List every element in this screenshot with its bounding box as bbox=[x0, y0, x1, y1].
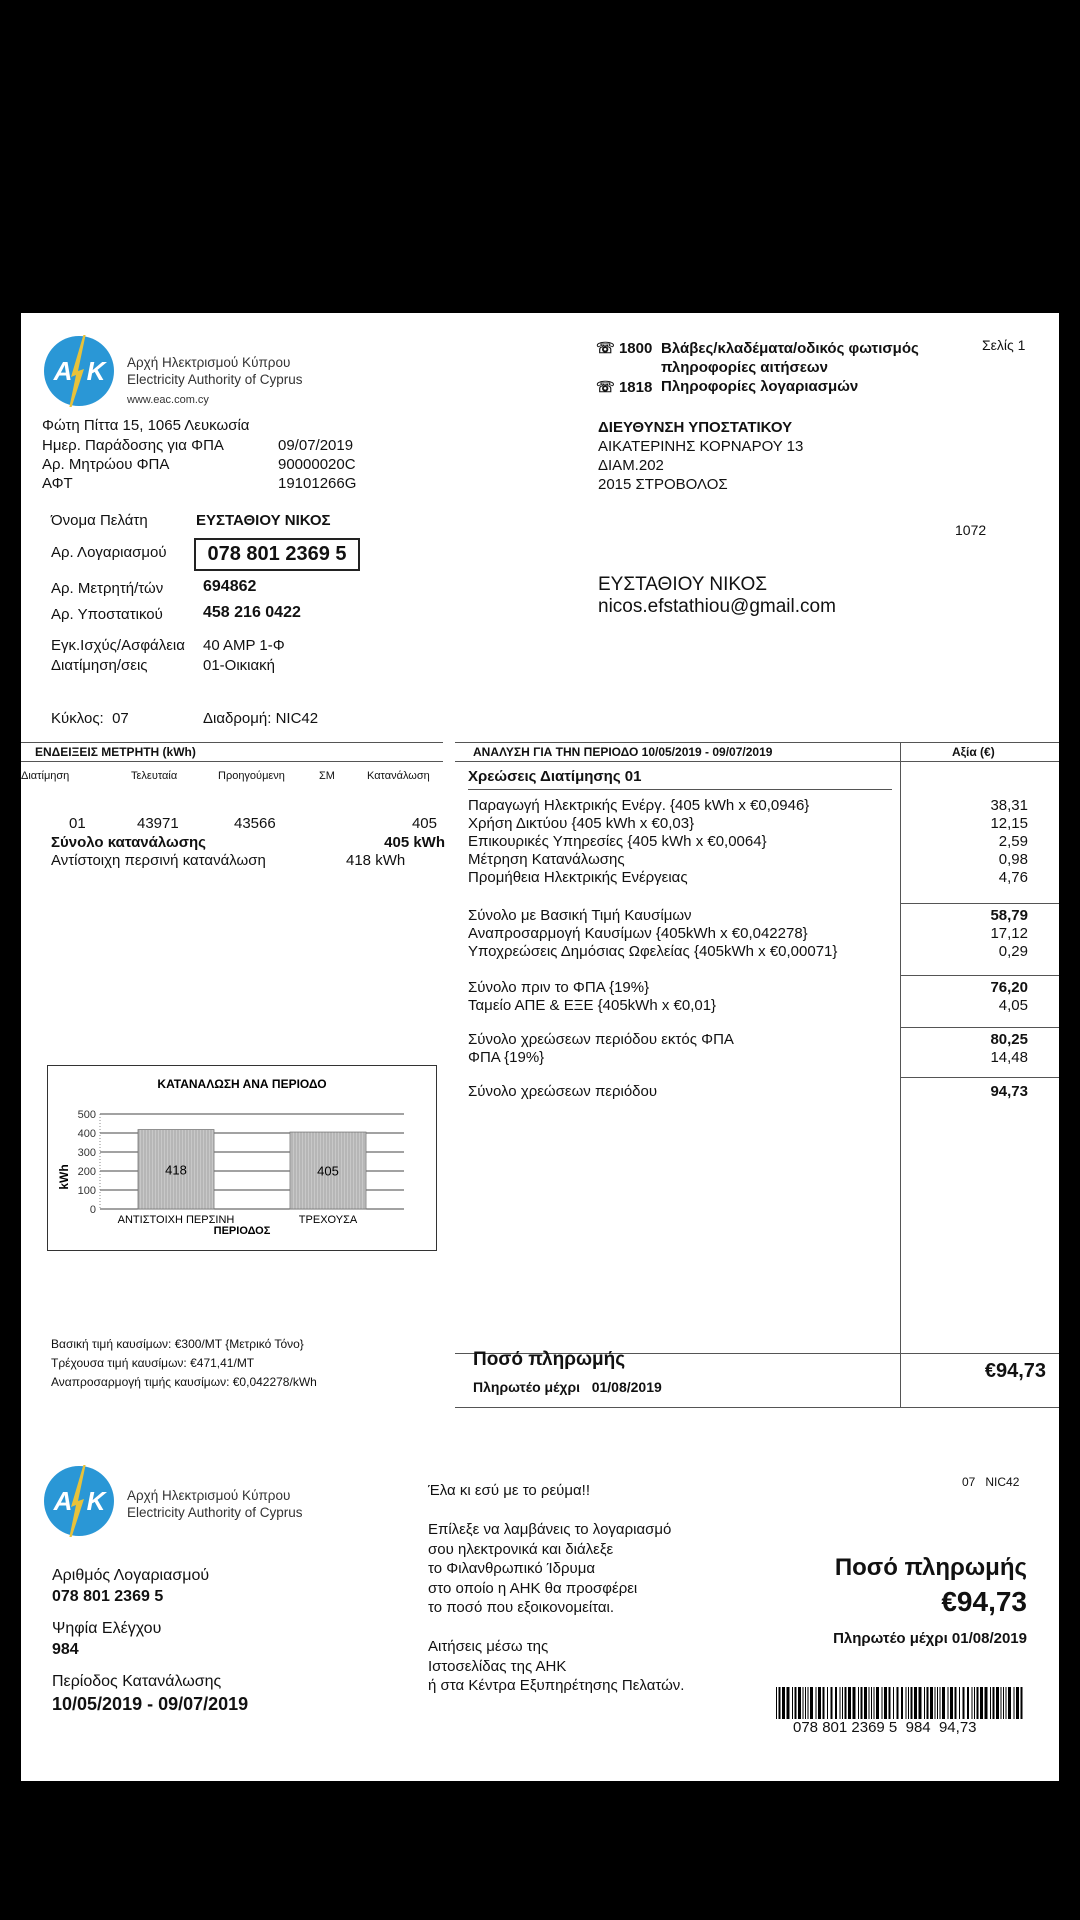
promo-line: Ιστοσελίδας της ΑΗΚ bbox=[428, 1657, 567, 1675]
barcode-bar bbox=[884, 1687, 887, 1719]
charge-value: 4,05 bbox=[998, 997, 1028, 1014]
barcode-bar bbox=[827, 1687, 828, 1719]
barcode-bar bbox=[1003, 1687, 1004, 1719]
charge-row bbox=[468, 1083, 1028, 1101]
route-label: Διαδρομή: bbox=[203, 710, 272, 727]
promo-line bbox=[428, 1618, 684, 1638]
chart-y-tick-label: 0 bbox=[89, 1204, 96, 1216]
contact-line-1800 bbox=[596, 339, 652, 357]
stub-cycle-route: 07 NIC42 bbox=[962, 1475, 1020, 1489]
company-name-en: Electricity Authority of Cyprus bbox=[127, 1505, 303, 1520]
barcode-bar bbox=[818, 1687, 821, 1719]
barcode-bar bbox=[882, 1687, 883, 1719]
chart-y-tick-label: 200 bbox=[77, 1166, 96, 1178]
charge-row bbox=[468, 907, 1028, 925]
divider bbox=[900, 975, 1059, 976]
barcode-bar bbox=[937, 1687, 938, 1719]
svg-text:A: A bbox=[53, 1486, 73, 1516]
barcode-bar bbox=[842, 1687, 843, 1719]
barcode-bar bbox=[805, 1687, 806, 1719]
page-number: Σελίς 1 bbox=[982, 337, 1026, 353]
company-address: Φώτη Πίττα 15, 1065 Λευκωσία bbox=[42, 417, 250, 434]
charge-label: Χρήση Δικτύου {405 kWh x €0,03} bbox=[468, 815, 695, 832]
value-header: Αξία (€) bbox=[952, 745, 995, 759]
barcode-bar bbox=[967, 1687, 969, 1719]
charge-row bbox=[468, 943, 1028, 961]
company-name bbox=[127, 1487, 303, 1521]
mailing-name: ΕΥΣΤΑΘΙΟΥ ΝΙΚΟΣ bbox=[598, 574, 768, 595]
due-line bbox=[473, 1379, 662, 1395]
premises-label: Αρ. Υποστατικού bbox=[51, 606, 163, 623]
charge-row bbox=[468, 797, 1028, 815]
charge-value: 0,29 bbox=[998, 943, 1028, 960]
meter-number: 694862 bbox=[203, 578, 257, 595]
vat-date-label: Ημερ. Παράδοσης για ΦΠΑ bbox=[42, 437, 224, 454]
premises-address-line: ΑΙΚΑΤΕΡΙΝΗΣ ΚΟΡΝΑΡΟΥ 13 bbox=[598, 438, 804, 455]
barcode-bar bbox=[1021, 1687, 1023, 1719]
divider bbox=[900, 1027, 1059, 1028]
barcode-bar bbox=[858, 1687, 859, 1719]
divider bbox=[21, 742, 443, 743]
barcode-bar bbox=[810, 1687, 813, 1719]
barcode-bar bbox=[853, 1687, 856, 1719]
promo-text bbox=[428, 1481, 684, 1696]
contact-text-1800 bbox=[661, 339, 919, 377]
payment-amount: €94,73 bbox=[984, 1360, 1046, 1382]
divider bbox=[455, 761, 1059, 762]
charge-label: Σύνολο πριν το ΦΠΑ {19%} bbox=[468, 979, 650, 996]
divider bbox=[468, 789, 892, 790]
barcode-bar bbox=[908, 1687, 909, 1719]
col-header-previous: Προηγούμενη bbox=[218, 770, 285, 782]
barcode-bar bbox=[1014, 1687, 1015, 1719]
charge-row bbox=[468, 1049, 1028, 1067]
reading-last: 43971 bbox=[137, 815, 179, 832]
fuel-adjustment: Αναπροσαρμογή τιμής καυσίμων: €0,042278/kWh bbox=[51, 1375, 317, 1389]
barcode-bar bbox=[871, 1687, 872, 1719]
charge-row bbox=[468, 925, 1028, 943]
chart-y-tick-label: 100 bbox=[77, 1185, 96, 1197]
barcode-bar bbox=[776, 1687, 777, 1719]
chart-data-label: 405 bbox=[317, 1163, 339, 1179]
premises-number: 458 216 0422 bbox=[203, 604, 301, 621]
company-name-gr: Αρχή Ηλεκτρισμού Κύπρου bbox=[127, 1488, 291, 1503]
divider bbox=[900, 903, 1059, 904]
barcode-bar bbox=[864, 1687, 867, 1719]
barcode-text: 078 801 2369 5 984 94,73 bbox=[793, 1719, 977, 1736]
barcode-bar bbox=[795, 1687, 797, 1719]
total-consumption-label: Σύνολο κατανάλωσης bbox=[51, 834, 206, 851]
meter-readings-title: ΕΝΔΕΙΞΕΙΣ ΜΕΤΡΗΤΗ (kWh) bbox=[35, 745, 196, 759]
barcode-bar bbox=[897, 1687, 899, 1719]
stub-period-label: Περίοδος Κατανάλωσης bbox=[52, 1673, 222, 1690]
chart-x-axis-label: ΠΕΡΙΟΔΟΣ bbox=[213, 1225, 271, 1237]
charge-value: 80,25 bbox=[990, 1031, 1028, 1048]
premises-address-line: ΔΙΑΜ.202 bbox=[598, 457, 664, 474]
contact-text: Βλάβες/κλαδέματα/οδικός φωτισμός bbox=[661, 340, 919, 357]
charge-row bbox=[468, 997, 1028, 1015]
company-name-en: Electricity Authority of Cyprus bbox=[127, 372, 303, 387]
contact-number: 1818 bbox=[618, 379, 653, 396]
charge-label: Παραγωγή Ηλεκτρικής Ενέργ. {405 kWh x €0,0946} bbox=[468, 797, 810, 814]
barcode-bar bbox=[906, 1687, 907, 1719]
charge-row bbox=[468, 869, 1028, 887]
bill-page bbox=[21, 313, 1059, 1781]
charge-label: Σύνολο με Βασική Τιμή Καυσίμων bbox=[468, 907, 692, 924]
barcode-bar bbox=[798, 1687, 801, 1719]
divider bbox=[455, 1407, 1059, 1408]
promo-line: ή στα Κέντρα Εξυπηρέτησης Πελατών. bbox=[428, 1677, 685, 1694]
phone-icon: ☏ bbox=[596, 379, 615, 396]
due-label: Πληρωτέο μέχρι bbox=[473, 1379, 581, 1395]
svg-text:K: K bbox=[86, 356, 106, 386]
barcode-bar bbox=[874, 1687, 875, 1719]
charge-label: ΦΠΑ {19%} bbox=[468, 1049, 545, 1066]
barcode-bar bbox=[948, 1687, 949, 1719]
last-year-value: 418 kWh bbox=[346, 852, 406, 869]
promo-line bbox=[428, 1501, 684, 1521]
tax-id-label: ΑΦΤ bbox=[42, 475, 73, 492]
charge-label: Επικουρικές Υπηρεσίες {405 kWh x €0,0064} bbox=[468, 833, 767, 850]
stub-payment-label: Ποσό πληρωμής bbox=[834, 1554, 1027, 1581]
eac-logo-icon bbox=[43, 1465, 115, 1537]
charge-row bbox=[468, 815, 1028, 833]
account-label: Αρ. Λογαριασμού bbox=[51, 544, 167, 561]
chart-x-tick-label: ΤΡΕΧΟΥΣΑ bbox=[298, 1214, 358, 1226]
capacity-label: Εγκ.Ισχύς/Ασφάλεια bbox=[51, 637, 185, 654]
svg-text:K: K bbox=[86, 1486, 106, 1516]
barcode-bar bbox=[808, 1687, 809, 1719]
charges-title: ΑΝΑΛΥΣΗ ΓΙΑ ΤΗΝ ΠΕΡΙΟΔΟ 10/05/2019 - 09/07/2019 bbox=[473, 745, 773, 759]
barcode-bar bbox=[861, 1687, 863, 1719]
company-website[interactable]: www.eac.com.cy bbox=[127, 394, 209, 406]
contact-number: 1800 bbox=[618, 340, 653, 357]
barcode-bar bbox=[985, 1687, 988, 1719]
barcode-bar bbox=[919, 1687, 922, 1719]
tax-id-value: 19101266G bbox=[278, 475, 357, 492]
charge-row bbox=[468, 833, 1028, 851]
charge-value: 94,73 bbox=[990, 1083, 1028, 1100]
barcode-bar bbox=[848, 1687, 851, 1719]
route-value: NIC42 bbox=[275, 710, 319, 727]
col-header-consumption: Κατανάλωση bbox=[367, 770, 430, 782]
barcode-bar bbox=[823, 1687, 825, 1719]
barcode-bar bbox=[1016, 1687, 1019, 1719]
total-consumption-value: 405 kWh bbox=[384, 834, 445, 851]
consumption-chart bbox=[47, 1065, 437, 1251]
charge-label: Υποχρεώσεις Δημόσιας Ωφελείας {405kWh x €0,00071} bbox=[468, 943, 838, 960]
chart-y-tick-label: 300 bbox=[77, 1147, 96, 1159]
barcode-bar bbox=[831, 1687, 833, 1719]
phone-icon: ☏ bbox=[596, 340, 615, 357]
tariff-label: Διατίμηση/σεις bbox=[51, 657, 148, 674]
barcode-bar bbox=[996, 1687, 999, 1719]
barcode-bar bbox=[1006, 1687, 1007, 1719]
charge-value: 76,20 bbox=[990, 979, 1028, 996]
stub-account-label: Αριθμός Λογαριασμού bbox=[52, 1567, 210, 1584]
premises-code: 1072 bbox=[955, 522, 987, 538]
barcode-bar bbox=[959, 1687, 960, 1719]
charge-label: Σύνολο χρεώσεων περιόδου εκτός ΦΠΑ bbox=[468, 1031, 734, 1048]
company-name bbox=[127, 354, 303, 388]
fuel-current-price: Τρέχουσα τιμή καυσίμων: €471,41/ΜΤ bbox=[51, 1356, 255, 1370]
chart-y-axis-label: kWh bbox=[57, 1164, 71, 1190]
barcode-bar bbox=[869, 1687, 870, 1719]
charge-value: 4,76 bbox=[998, 869, 1028, 886]
charge-value: 14,48 bbox=[990, 1049, 1028, 1066]
barcode-bar bbox=[972, 1687, 973, 1719]
charge-value: 12,15 bbox=[990, 815, 1028, 832]
barcode bbox=[776, 1687, 1026, 1719]
vat-date-value: 09/07/2019 bbox=[278, 437, 354, 454]
charge-row bbox=[468, 979, 1028, 997]
chart-x-tick-label: ΑΝΤΙΣΤΟΙΧΗ ΠΕΡΣΙΝΗ bbox=[117, 1214, 235, 1226]
barcode-bar bbox=[845, 1687, 847, 1719]
barcode-bar bbox=[779, 1687, 781, 1719]
barcode-bar bbox=[840, 1687, 841, 1719]
vat-reg-label: Αρ. Μητρώου ΦΠΑ bbox=[42, 456, 170, 473]
barcode-bar bbox=[1001, 1687, 1002, 1719]
charge-label: Μέτρηση Κατανάλωσης bbox=[468, 851, 625, 868]
reading-previous: 43566 bbox=[234, 815, 276, 832]
chart-y-tick-label: 400 bbox=[77, 1128, 96, 1140]
capacity-value: 40 AMP 1-Φ bbox=[203, 637, 285, 654]
divider bbox=[455, 742, 1059, 743]
charge-label: Σύνολο χρεώσεων περιόδου bbox=[468, 1083, 658, 1100]
meter-label: Αρ. Μετρητή/τών bbox=[51, 580, 164, 597]
charge-row bbox=[468, 851, 1028, 869]
barcode-bar bbox=[835, 1687, 837, 1719]
charge-value: 58,79 bbox=[990, 907, 1028, 924]
customer-email[interactable]: nicos.efstathiou@gmail.com bbox=[598, 596, 836, 617]
barcode-bar bbox=[816, 1687, 817, 1719]
stub-payment-amount: €94,73 bbox=[941, 1586, 1027, 1617]
cycle bbox=[51, 710, 129, 727]
barcode-bar bbox=[911, 1687, 913, 1719]
barcode-bar bbox=[876, 1687, 879, 1719]
chart-data-label: 418 bbox=[165, 1162, 187, 1178]
promo-line: στο οποίο η ΑΗΚ θα προσφέρει bbox=[428, 1579, 638, 1597]
barcode-bar bbox=[927, 1687, 929, 1719]
charges-section-title: Χρεώσεις Διατίμησης 01 bbox=[468, 768, 642, 785]
premises-address-title: ΔΙΕΥΘΥΝΣΗ ΥΠΟΣΤΑΤΙΚΟΥ bbox=[598, 419, 793, 436]
stub-check-digits: 984 bbox=[52, 1641, 79, 1658]
col-header-last: Τελευταία bbox=[131, 770, 178, 782]
account-number: 078 801 2369 5 bbox=[194, 538, 360, 571]
charge-row bbox=[468, 1031, 1028, 1049]
barcode-bar bbox=[924, 1687, 925, 1719]
stub-due-text: Πληρωτέο μέχρι 01/08/2019 bbox=[833, 1630, 1027, 1647]
barcode-bar bbox=[914, 1687, 917, 1719]
barcode-bar bbox=[993, 1687, 995, 1719]
company-name-gr: Αρχή Ηλεκτρισμού Κύπρου bbox=[127, 355, 291, 370]
cycle-label: Κύκλος: bbox=[51, 710, 104, 727]
barcode-bar bbox=[1008, 1687, 1011, 1719]
divider bbox=[900, 1077, 1059, 1078]
barcode-bar bbox=[787, 1687, 790, 1719]
chart-y-tick-label: 500 bbox=[77, 1109, 96, 1121]
barcode-bar bbox=[935, 1687, 936, 1719]
cycle-value: 07 bbox=[112, 710, 129, 727]
fuel-base-price: Βασική τιμή καυσίμων: €300/ΜΤ {Μετρικό Τόνο} bbox=[51, 1337, 304, 1351]
col-header-sm: ΣΜ bbox=[319, 770, 335, 782]
tariff-value: 01-Οικιακή bbox=[203, 657, 276, 674]
payment-label: Ποσό πληρωμής bbox=[473, 1349, 626, 1370]
charge-label: Ταμείο ΑΠΕ & ΕΞΕ {405kWh x €0,01} bbox=[468, 997, 717, 1014]
contact-text-2: πληροφορίες αιτήσεων bbox=[661, 359, 828, 376]
due-date: 01/08/2019 bbox=[591, 1379, 662, 1395]
barcode-bar bbox=[901, 1687, 903, 1719]
barcode-bar bbox=[893, 1687, 894, 1719]
chart-title: ΚΑΤΑΝΑΛΩΣΗ ΑΝΑ ΠΕΡΙΟΔΟ bbox=[157, 1077, 327, 1091]
premises-address-line: 2015 ΣΤΡΟΒΟΛΟΣ bbox=[598, 476, 728, 493]
charge-value: 2,59 bbox=[998, 833, 1028, 850]
barcode-bar bbox=[782, 1687, 785, 1719]
stub-check-label: Ψηφία Ελέγχου bbox=[52, 1620, 162, 1637]
barcode-bar bbox=[930, 1687, 933, 1719]
charge-value: 0,98 bbox=[998, 851, 1028, 868]
col-header-tariff: Διατίμηση bbox=[21, 770, 70, 782]
customer-name: ΕΥΣΤΑΘΙΟΥ ΝΙΚΟΣ bbox=[196, 512, 331, 529]
barcode-bar bbox=[974, 1687, 975, 1719]
stub-account-number: 078 801 2369 5 bbox=[52, 1588, 164, 1605]
eac-logo-icon bbox=[43, 335, 115, 407]
barcode-bar bbox=[792, 1687, 793, 1719]
barcode-bar bbox=[990, 1687, 991, 1719]
last-year-label: Αντίστοιχη περσινή κατανάλωση bbox=[51, 852, 266, 869]
route bbox=[203, 710, 318, 727]
barcode-bar bbox=[980, 1687, 983, 1719]
charge-label: Προμήθεια Ηλεκτρικής Ενέργειας bbox=[468, 869, 688, 886]
charge-value: 38,31 bbox=[990, 797, 1028, 814]
customer-name-label: Όνομα Πελάτη bbox=[51, 512, 148, 529]
chart-svg bbox=[48, 1066, 436, 1250]
charge-label: Αναπροσαρμογή Καυσίμων {405kWh x €0,042278} bbox=[468, 925, 808, 942]
barcode-bar bbox=[955, 1687, 957, 1719]
divider bbox=[21, 761, 443, 762]
promo-line: το Φιλανθρωπικό Ίδρυμα bbox=[428, 1560, 596, 1577]
barcode-bar bbox=[977, 1687, 979, 1719]
charge-value: 17,12 bbox=[990, 925, 1028, 942]
promo-line: Επίλεξε να λαμβάνεις το λογαριασμό bbox=[428, 1521, 672, 1538]
promo-line: σου ηλεκτρονικά και διάλεξε bbox=[428, 1540, 614, 1558]
barcode-bar bbox=[889, 1687, 891, 1719]
barcode-bar bbox=[950, 1687, 953, 1719]
promo-line: το ποσό που εξοικονομείται. bbox=[428, 1599, 615, 1616]
promo-line: Αιτήσεις μέσω της bbox=[428, 1638, 549, 1655]
reading-consumption: 405 bbox=[411, 815, 437, 832]
contact-text: Πληροφορίες λογαριασμών bbox=[661, 378, 859, 395]
contact-line-1818 bbox=[596, 378, 652, 396]
stub-period: 10/05/2019 - 09/07/2019 bbox=[52, 1694, 249, 1714]
promo-line: Έλα κι εσύ με το ρεύμα!! bbox=[428, 1482, 590, 1499]
barcode-bar bbox=[963, 1687, 965, 1719]
barcode-bar bbox=[940, 1687, 941, 1719]
barcode-bar bbox=[803, 1687, 804, 1719]
barcode-bar bbox=[942, 1687, 945, 1719]
reading-tariff: 01 bbox=[69, 815, 86, 832]
svg-text:A: A bbox=[53, 356, 73, 386]
vat-reg-value: 90000020C bbox=[278, 456, 356, 473]
